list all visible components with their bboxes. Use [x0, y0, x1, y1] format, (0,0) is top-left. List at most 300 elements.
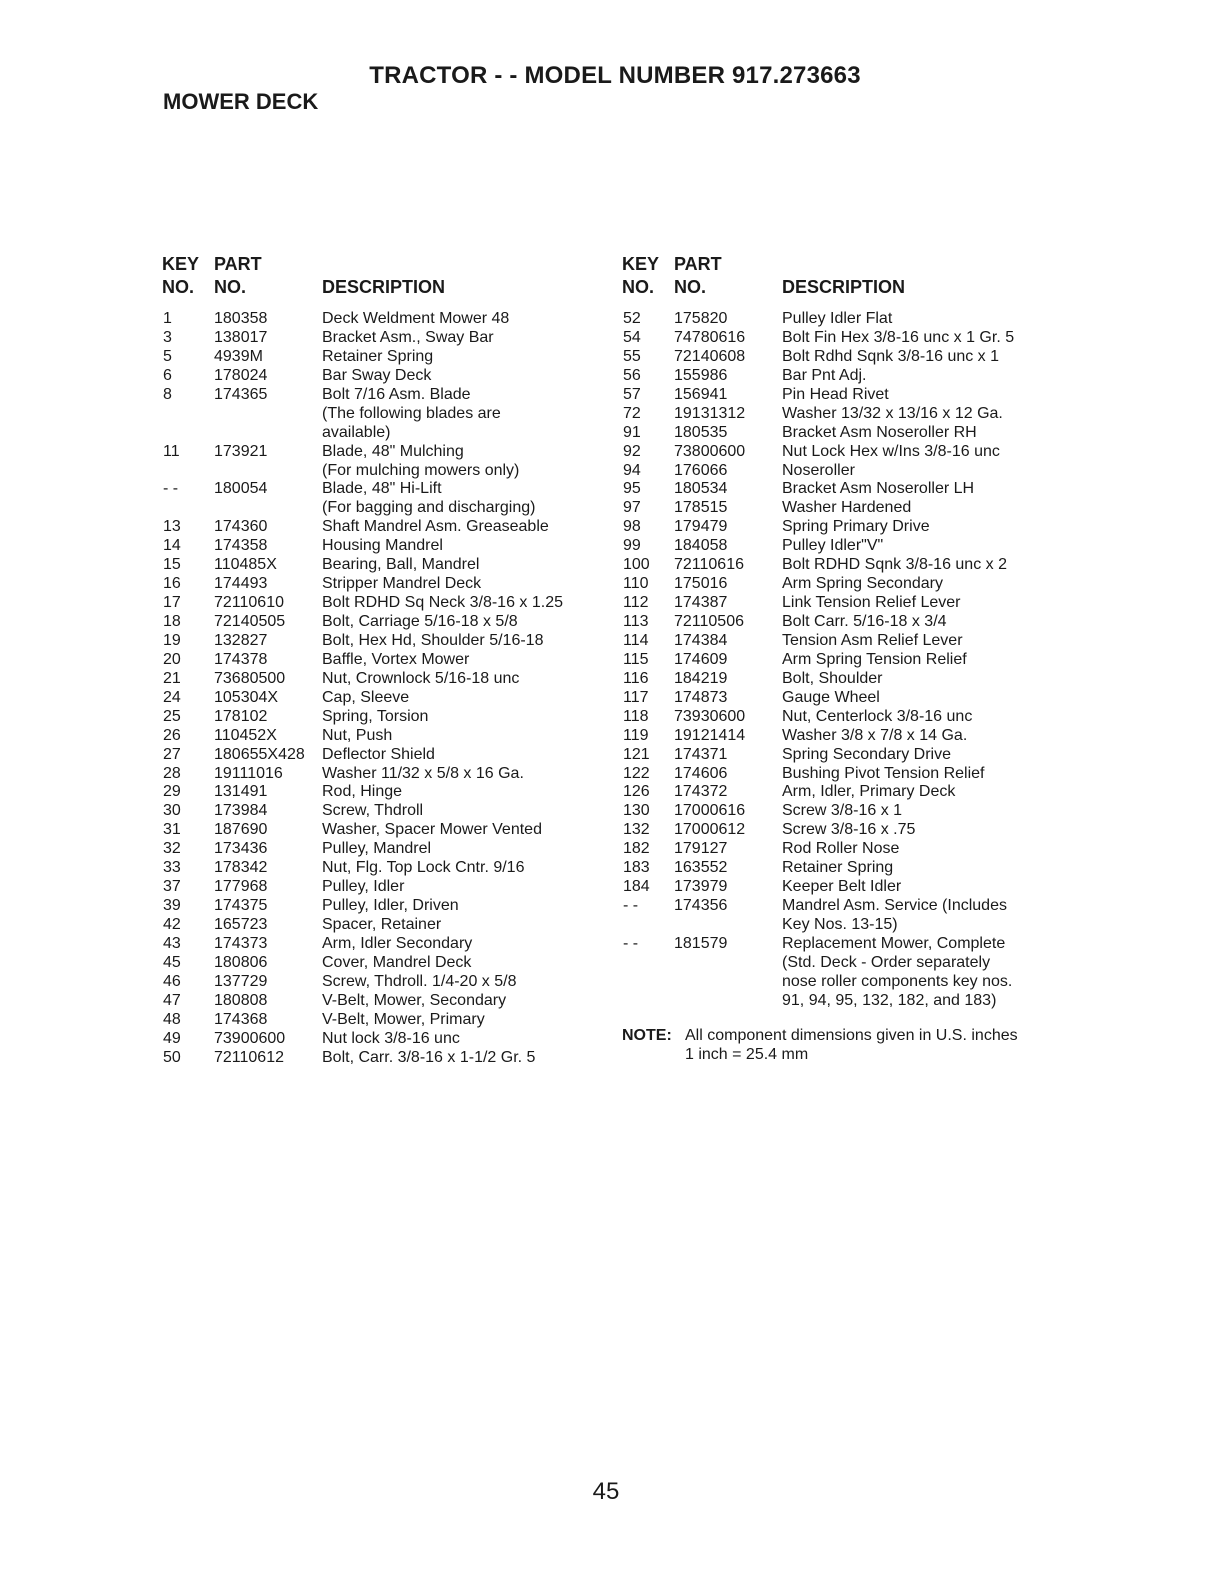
part-no: 174356 [674, 897, 728, 915]
table-row [622, 328, 1062, 347]
part-no: 174368 [214, 1010, 268, 1028]
key-no: 14 [163, 537, 181, 555]
part-no: 174606 [674, 764, 728, 782]
key-no: 184 [623, 878, 650, 896]
table-row [622, 726, 1062, 745]
key-no: 27 [163, 745, 181, 763]
key-no: 19 [163, 631, 181, 649]
description: Keeper Belt Idler [782, 878, 902, 896]
key-no: 100 [623, 556, 650, 574]
part-no: 4939M [214, 347, 263, 365]
table-row [162, 820, 602, 839]
description: Washer Hardened [782, 499, 912, 517]
part-no: 180655X428 [214, 745, 305, 763]
description: Retainer Spring [322, 347, 434, 365]
description: Nut, Crownlock 5/16-18 unc [322, 669, 520, 687]
table-row [622, 915, 1062, 934]
part-no: 156941 [674, 385, 728, 403]
key-no: 16 [163, 575, 181, 593]
table-row [162, 764, 602, 783]
description: Pulley, Mandrel [322, 840, 432, 858]
part-no: 173921 [214, 442, 268, 460]
description: Retainer Spring [782, 859, 894, 877]
description: Spring Primary Drive [782, 518, 930, 536]
table-row [162, 707, 602, 726]
table-row [622, 347, 1062, 366]
table-row [162, 839, 602, 858]
key-no: 29 [163, 783, 181, 801]
table-row [162, 896, 602, 915]
table-row [622, 612, 1062, 631]
key-no: 5 [163, 347, 172, 365]
page-title: TRACTOR - - MODEL NUMBER 917.273663 [369, 62, 861, 89]
key-no: 37 [163, 878, 181, 896]
description: Shaft Mandrel Asm. Greaseable [322, 518, 549, 536]
key-no: 47 [163, 991, 181, 1009]
key-no: 118 [623, 707, 649, 725]
table-row [162, 347, 602, 366]
table-row [622, 953, 1062, 972]
description: Tension Asm Relief Lever [782, 631, 963, 649]
key-no: 112 [623, 594, 649, 612]
part-no: 174360 [214, 518, 268, 536]
table-row [622, 479, 1062, 498]
key-no: 13 [163, 518, 181, 536]
part-no: 17000616 [674, 802, 746, 820]
part-no: 74780616 [674, 328, 746, 346]
description: Bolt RDHD Sq Neck 3/8-16 x 1.25 [322, 594, 563, 612]
key-no: 32 [163, 840, 181, 858]
key-no: 45 [163, 953, 181, 971]
part-no: 155986 [674, 366, 728, 384]
table-row [162, 858, 602, 877]
description: Bracket Asm., Sway Bar [322, 328, 494, 346]
part-no: 177968 [214, 878, 268, 896]
description: Bar Sway Deck [322, 366, 432, 384]
parts-table-right [622, 253, 1062, 1063]
description: Screw 3/8-16 x 1 [782, 802, 903, 820]
key-no: 113 [623, 613, 649, 630]
description: Blade, 48" Hi-Lift [322, 480, 442, 498]
part-no: 72110616 [674, 556, 744, 574]
description: Bracket Asm Noseroller LH [782, 480, 975, 498]
description: Bolt, Hex Hd, Shoulder 5/16-18 [322, 631, 544, 649]
key-no: 116 [623, 669, 649, 687]
table-row [622, 309, 1062, 328]
part-no: 180054 [214, 480, 268, 498]
description: Pulley, Idler [322, 878, 405, 896]
description: Pulley Idler Flat [782, 310, 893, 327]
part-no: 178102 [214, 707, 268, 725]
description: (For mulching mowers only) [322, 461, 520, 479]
table-row [622, 574, 1062, 593]
table-row [622, 896, 1062, 915]
table-row [162, 555, 602, 574]
description: Mandrel Asm. Service (Includes [782, 897, 1007, 915]
key-no: 95 [623, 480, 641, 498]
part-no: 138017 [214, 328, 268, 346]
key-no: 72 [623, 404, 641, 422]
description: Bolt, Shoulder [782, 669, 883, 687]
table-row [162, 991, 602, 1010]
header-part-bottom: NO. [674, 277, 707, 297]
description: Rod Roller Nose [782, 840, 900, 858]
description: V-Belt, Mower, Primary [322, 1010, 485, 1028]
description: Arm, Idler, Primary Deck [782, 783, 956, 801]
description: Washer, Spacer Mower Vented [322, 821, 542, 839]
page-number: 45 [592, 1478, 620, 1505]
table-row [622, 517, 1062, 536]
part-no: 174373 [214, 934, 268, 952]
table-row [162, 423, 602, 442]
description: Blade, 48" Mulching [322, 442, 464, 460]
table-row [622, 877, 1062, 896]
table-row [622, 442, 1062, 461]
description: Nut lock 3/8-16 unc [322, 1029, 460, 1047]
key-no: 57 [623, 385, 641, 403]
description: Bearing, Ball, Mandrel [322, 556, 480, 574]
table-row [162, 782, 602, 801]
table-row [622, 782, 1062, 801]
table-row [622, 461, 1062, 480]
part-no: 72140608 [674, 347, 746, 365]
part-no: 180534 [674, 480, 728, 498]
table-row [622, 385, 1062, 404]
key-no: 122 [623, 764, 650, 782]
description: Deck Weldment Mower 48 [322, 310, 510, 327]
part-no: 132827 [214, 631, 268, 649]
table-row [622, 498, 1062, 517]
part-no: 174384 [674, 631, 728, 649]
table-row [162, 309, 602, 328]
part-no: 19111016 [214, 764, 283, 782]
key-no: 98 [623, 518, 641, 536]
description: 91, 94, 95, 132, 182, and 183) [782, 991, 997, 1009]
table-row [622, 555, 1062, 574]
description: Rod, Hinge [322, 783, 403, 801]
key-no: 97 [623, 499, 641, 517]
key-no: 115 [623, 650, 649, 668]
description: Deflector Shield [322, 745, 435, 763]
description: Key Nos. 13-15) [782, 916, 898, 933]
description: Screw, Thdroll [322, 802, 424, 820]
part-no: 176066 [674, 461, 728, 479]
table-row [162, 953, 602, 972]
description: Spring, Torsion [322, 707, 429, 725]
part-no: 175820 [674, 310, 728, 327]
description: Nut, Flg. Top Lock Cntr. 9/16 [322, 859, 525, 877]
table-header [162, 253, 602, 309]
table-row [162, 612, 602, 631]
description: available) [322, 423, 391, 441]
key-no: 20 [163, 650, 181, 668]
table-row [622, 858, 1062, 877]
part-no: 173984 [214, 802, 268, 820]
part-no: 180806 [214, 953, 268, 971]
part-no: 181579 [674, 934, 728, 952]
header-description: DESCRIPTION [322, 277, 446, 297]
table-row [162, 574, 602, 593]
part-no: 174387 [674, 594, 728, 612]
table-body [162, 309, 602, 1067]
part-no: 73680500 [214, 669, 286, 687]
part-no: 72110612 [214, 1048, 284, 1066]
description: Stripper Mandrel Deck [322, 575, 482, 593]
part-no: 73930600 [674, 707, 746, 725]
table-row [622, 669, 1062, 688]
part-no: 174873 [674, 688, 728, 706]
table-row [622, 366, 1062, 385]
table-row [162, 877, 602, 896]
key-no: 30 [163, 802, 181, 820]
description: Bar Pnt Adj. [782, 366, 867, 384]
description: Bolt Rdhd Sqnk 3/8-16 unc x 1 [782, 347, 1000, 365]
table-row [162, 650, 602, 669]
key-no: 119 [623, 726, 649, 744]
section-title: MOWER DECK [163, 89, 319, 114]
description: Spacer, Retainer [322, 916, 442, 933]
table-row [162, 726, 602, 745]
key-no: 130 [623, 802, 650, 820]
description: Bracket Asm Noseroller RH [782, 423, 977, 441]
header-key-bottom: NO. [162, 277, 195, 297]
part-no: 174365 [214, 385, 268, 403]
description: Washer 13/32 x 13/16 x 12 Ga. [782, 404, 1003, 422]
key-no: 28 [163, 764, 181, 782]
key-no: 25 [163, 707, 181, 725]
table-row [162, 1048, 602, 1067]
header-part-top: PART [214, 254, 262, 274]
table-row [162, 593, 602, 612]
part-no: 19121414 [674, 726, 746, 744]
key-no: 18 [163, 613, 181, 630]
table-row [622, 631, 1062, 650]
part-no: 173979 [674, 878, 728, 896]
key-no: 48 [163, 1010, 181, 1028]
part-no: 173436 [214, 840, 268, 858]
key-no: - - [163, 480, 179, 498]
header-part-top: PART [674, 254, 722, 274]
description: Bolt 7/16 Asm. Blade [322, 385, 471, 403]
key-no: 3 [163, 328, 172, 346]
table-row [162, 688, 602, 707]
key-no: 42 [163, 916, 181, 933]
table-row [622, 688, 1062, 707]
table-row [622, 745, 1062, 764]
key-no: 132 [623, 821, 650, 839]
key-no: 94 [623, 461, 641, 479]
part-no: 174493 [214, 575, 268, 593]
key-no: - - [623, 897, 639, 915]
table-row [162, 517, 602, 536]
description: Pulley Idler"V" [782, 537, 884, 555]
key-no: 8 [163, 385, 172, 403]
part-no: 174378 [214, 650, 268, 668]
description: nose roller components key nos. [782, 972, 1013, 990]
key-no: - - [623, 934, 639, 952]
key-no: 39 [163, 897, 181, 915]
part-no: 174375 [214, 897, 268, 915]
part-no: 165723 [214, 916, 268, 933]
note-line-2: 1 inch = 25.4 mm [685, 1045, 809, 1063]
part-no: 178515 [674, 499, 728, 517]
part-no: 137729 [214, 972, 268, 990]
description: Gauge Wheel [782, 688, 880, 706]
key-no: 24 [163, 688, 181, 706]
key-no: 31 [163, 821, 181, 839]
key-no: 126 [623, 783, 650, 801]
description: Nut Lock Hex w/Ins 3/8-16 unc [782, 442, 1000, 460]
description: Bolt Fin Hex 3/8-16 unc x 1 Gr. 5 [782, 328, 1015, 346]
table-row [162, 631, 602, 650]
table-row [162, 915, 602, 934]
table-row [622, 764, 1062, 783]
description: Cover, Mandrel Deck [322, 953, 472, 971]
description: Nut, Push [322, 726, 393, 744]
header-key-top: KEY [162, 254, 200, 274]
part-no: 73900600 [214, 1029, 286, 1047]
table-row [162, 801, 602, 820]
part-no: 174372 [674, 783, 728, 801]
part-no: 179127 [674, 840, 728, 858]
header-description: DESCRIPTION [782, 277, 906, 297]
table-row [162, 442, 602, 461]
table-row [162, 536, 602, 555]
description: (Std. Deck - Order separately [782, 953, 991, 971]
part-no: 184219 [674, 669, 728, 687]
header-part-bottom: NO. [214, 277, 247, 297]
key-no: 99 [623, 537, 641, 555]
table-row [622, 593, 1062, 612]
table-row [162, 934, 602, 953]
part-no: 179479 [674, 518, 728, 536]
note-label: NOTE: [622, 1026, 672, 1044]
table-body [622, 309, 1062, 1010]
description: Screw, Thdroll. 1/4-20 x 5/8 [322, 972, 517, 990]
description: Link Tension Relief Lever [782, 594, 961, 612]
table-row [162, 366, 602, 385]
part-no: 174358 [214, 537, 268, 555]
description: Arm Spring Tension Relief [782, 650, 967, 668]
description: Bolt RDHD Sqnk 3/8-16 unc x 2 [782, 556, 1007, 574]
description: Cap, Sleeve [322, 688, 410, 706]
key-no: 91 [623, 423, 641, 441]
key-no: 46 [163, 972, 181, 990]
key-no: 183 [623, 859, 650, 877]
description: (For bagging and discharging) [322, 499, 536, 517]
part-no: 180535 [674, 423, 728, 441]
table-row [622, 991, 1062, 1010]
table-row [622, 404, 1062, 423]
table-row [622, 820, 1062, 839]
description: Arm Spring Secondary [782, 575, 943, 593]
description: Replacement Mower, Complete [782, 934, 1006, 952]
key-no: 52 [623, 310, 641, 327]
description: Bolt Carr. 5/16-18 x 3/4 [782, 613, 947, 630]
key-no: 1 [163, 310, 172, 327]
key-no: 49 [163, 1029, 181, 1047]
key-no: 182 [623, 840, 650, 858]
table-row [162, 404, 602, 423]
part-no: 110452X [214, 726, 277, 744]
key-no: 110 [623, 575, 649, 593]
part-no: 187690 [214, 821, 268, 839]
table-row [622, 801, 1062, 820]
part-no: 19131312 [674, 404, 746, 422]
part-no: 184058 [674, 537, 728, 555]
table-row [622, 536, 1062, 555]
description: V-Belt, Mower, Secondary [322, 991, 507, 1009]
table-row [622, 650, 1062, 669]
table-row [622, 423, 1062, 442]
description: Pulley, Idler, Driven [322, 897, 459, 915]
table-row [162, 745, 602, 764]
table-row [622, 839, 1062, 858]
part-no: 178024 [214, 366, 268, 384]
key-no: 6 [163, 366, 172, 384]
key-no: 11 [163, 442, 180, 460]
header-key-top: KEY [622, 254, 660, 274]
table-row [162, 1010, 602, 1029]
note-line-1: All component dimensions given in U.S. inches [685, 1026, 1018, 1044]
part-no: 105304X [214, 688, 279, 706]
part-no: 174609 [674, 650, 728, 668]
description: Washer 11/32 x 5/8 x 16 Ga. [322, 764, 524, 782]
description: Bolt, Carr. 3/8-16 x 1-1/2 Gr. 5 [322, 1048, 536, 1066]
key-no: 54 [623, 328, 641, 346]
part-no: 180808 [214, 991, 268, 1009]
key-no: 15 [163, 556, 181, 574]
key-no: 117 [623, 688, 649, 706]
table-row [162, 328, 602, 347]
key-no: 121 [623, 745, 650, 763]
key-no: 50 [163, 1048, 181, 1066]
part-no: 72110610 [214, 594, 284, 612]
key-no: 56 [623, 366, 641, 384]
table-row [622, 934, 1062, 953]
key-no: 114 [623, 631, 649, 649]
description: Pin Head Rivet [782, 385, 889, 403]
description: Bushing Pivot Tension Relief [782, 764, 985, 782]
part-no: 17000612 [674, 821, 746, 839]
parts-table-left [162, 253, 602, 1067]
part-no: 72110506 [674, 613, 744, 630]
header-key-bottom: NO. [622, 277, 655, 297]
key-no: 26 [163, 726, 181, 744]
part-no: 174371 [674, 745, 728, 763]
table-row [622, 707, 1062, 726]
table-row [162, 385, 602, 404]
table-row [162, 669, 602, 688]
description: Washer 3/8 x 7/8 x 14 Ga. [782, 726, 968, 744]
key-no: 55 [623, 347, 641, 365]
table-row [622, 972, 1062, 991]
description: Bolt, Carriage 5/16-18 x 5/8 [322, 613, 518, 630]
description: Spring Secondary Drive [782, 745, 951, 763]
key-no: 17 [163, 594, 181, 612]
part-no: 110485X [214, 556, 277, 574]
description: Housing Mandrel [322, 537, 443, 555]
part-no: 178342 [214, 859, 268, 877]
part-no: 73800600 [674, 442, 746, 460]
part-no: 131491 [214, 783, 268, 801]
description: Noseroller [782, 461, 855, 479]
description: Arm, Idler Secondary [322, 934, 473, 952]
table-row [162, 479, 602, 498]
key-no: 33 [163, 859, 181, 877]
description: Nut, Centerlock 3/8-16 unc [782, 707, 973, 725]
table-row [162, 1029, 602, 1048]
